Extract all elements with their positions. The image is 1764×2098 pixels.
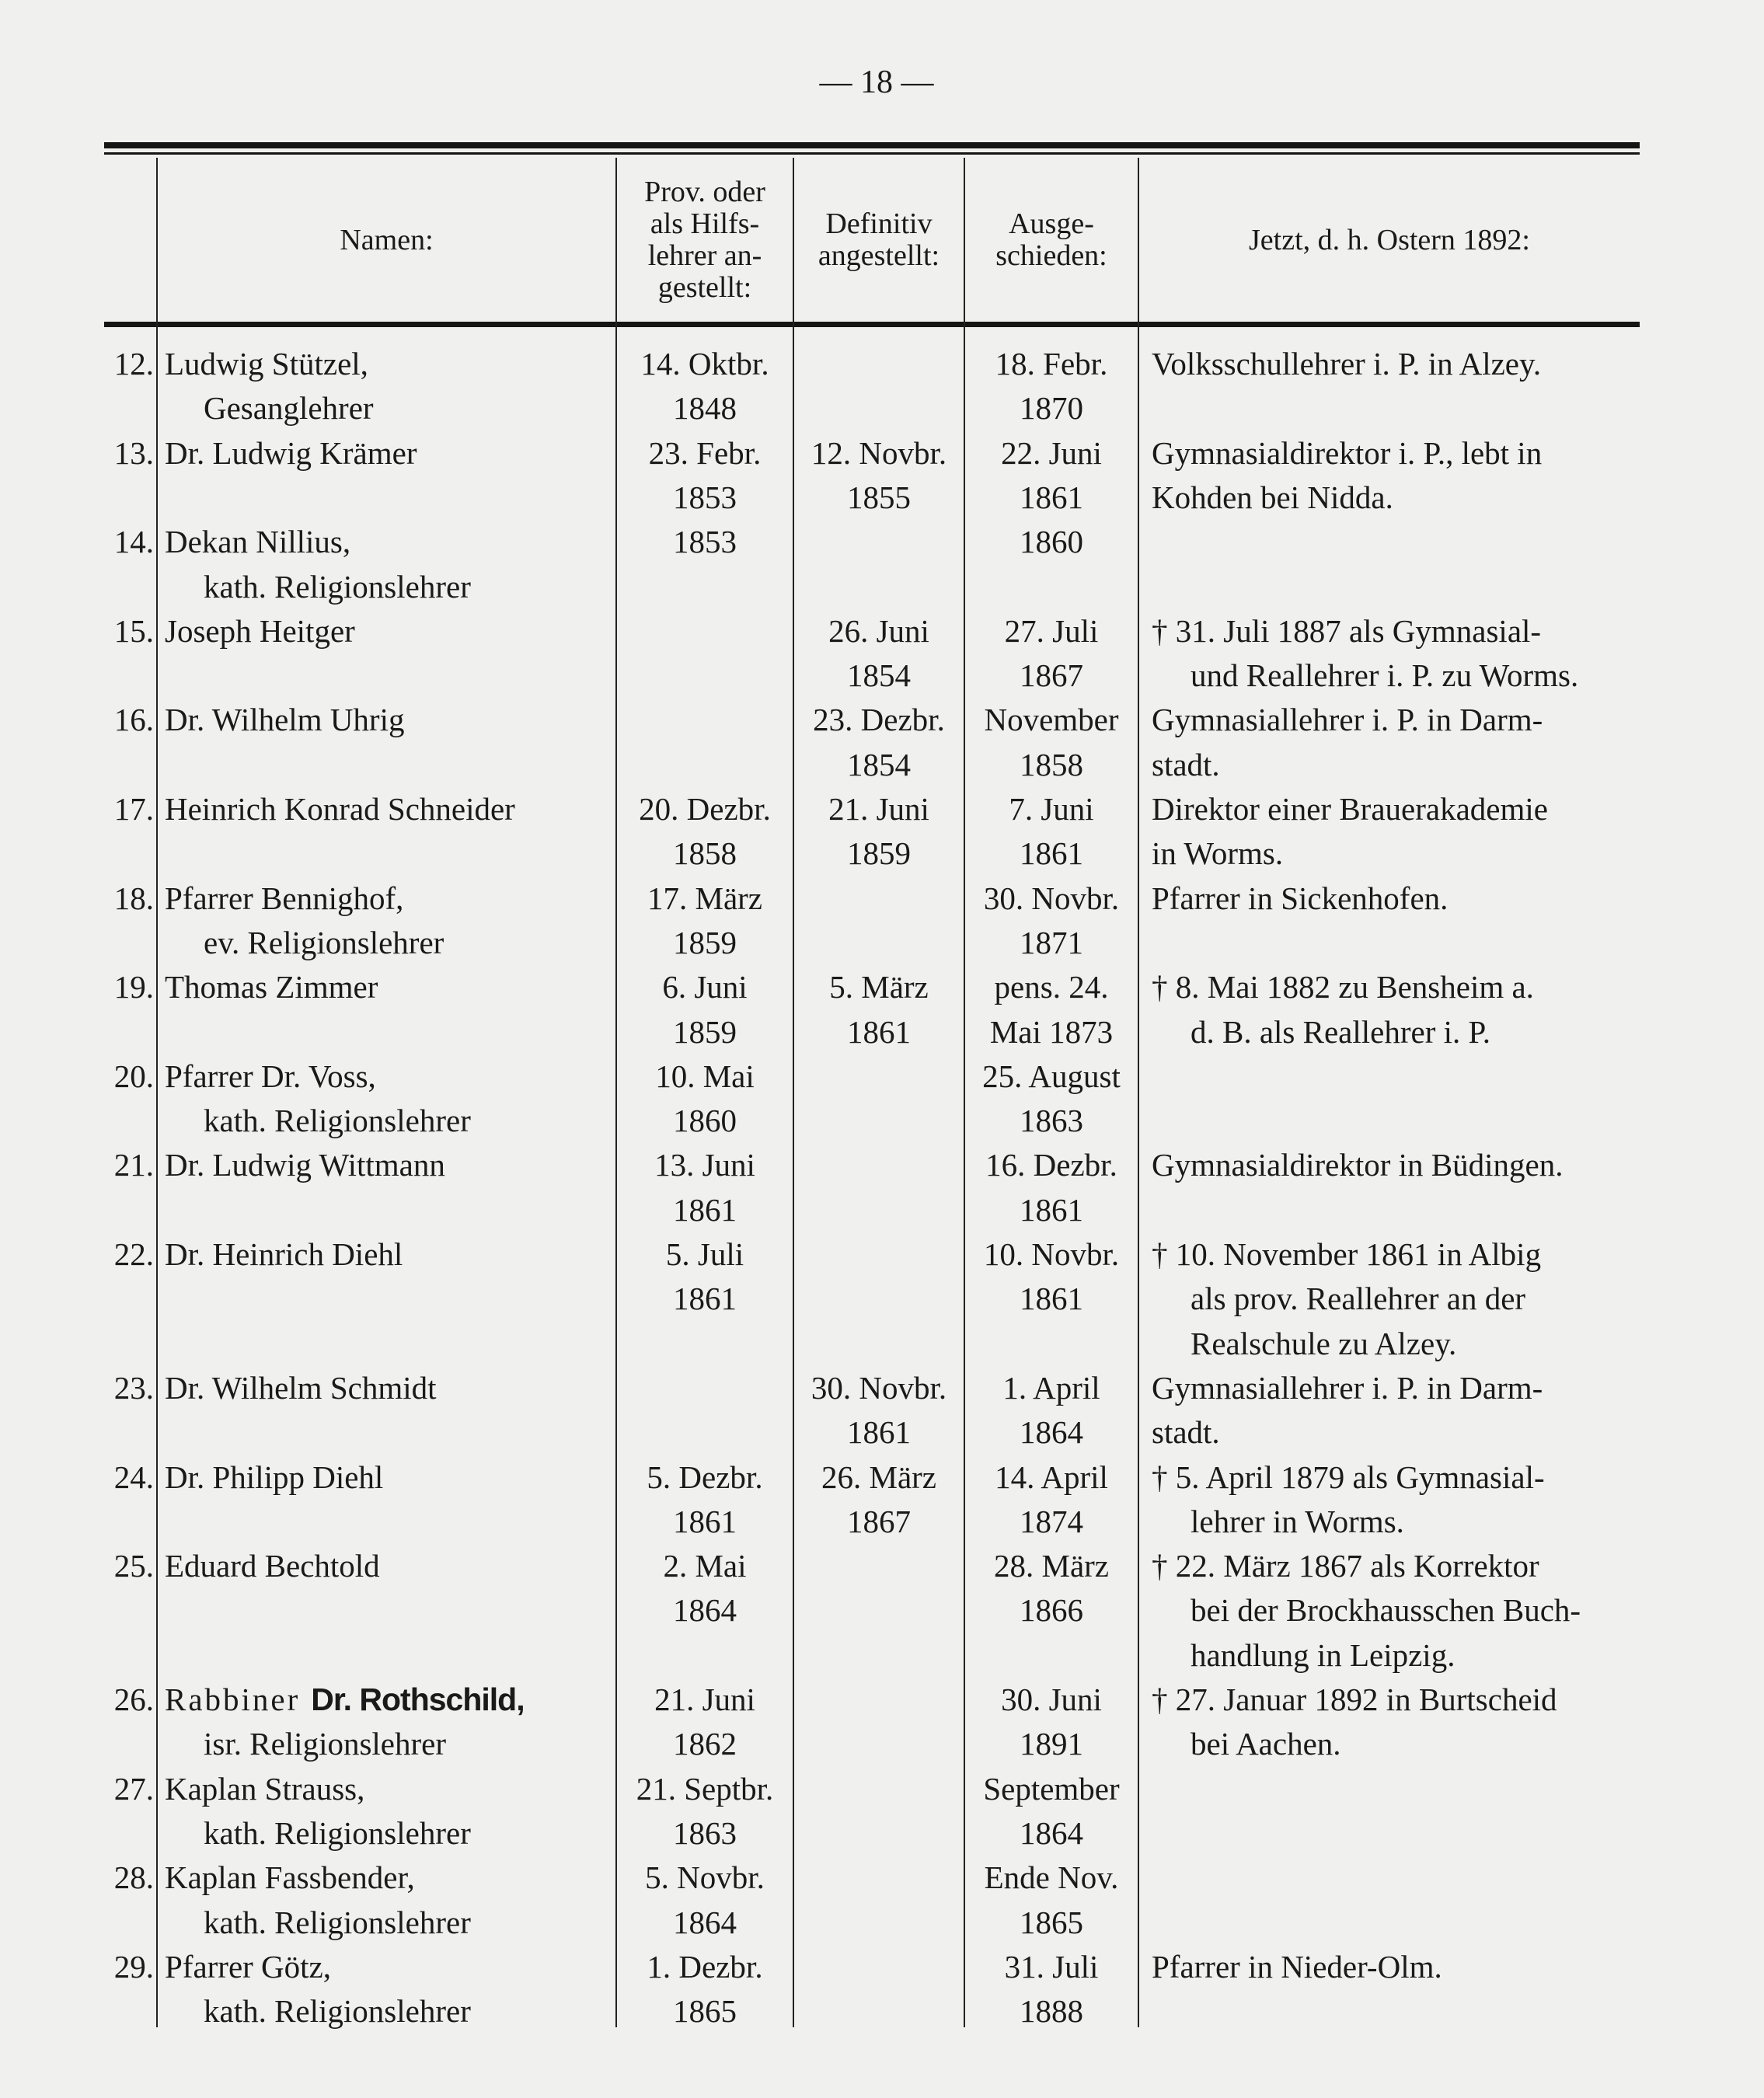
header-ausgeschieden [965,158,1138,322]
entry-aus-date: 1860 [1020,524,1083,560]
entry-current-status: stadt. [1152,1414,1220,1451]
entry-def-date: 23. Dezbr. [813,702,945,738]
entry-name: Eduard Bechtold [165,1548,380,1584]
entry-name: Dr. Ludwig Wittmann [165,1147,445,1183]
entry-current-status: bei der Brockhausschen Buch- [1191,1592,1581,1629]
entry-name: kath. Religionslehrer [204,1814,471,1851]
entry-aus-date: 1871 [1020,924,1083,960]
entry-def-date: 1855 [847,479,911,515]
entry-name: Joseph Heitger [165,612,355,649]
entry-number: 18. [113,880,154,916]
entry-current-status: handlung in Leipzig. [1191,1636,1455,1673]
entry-prov-date: 6. Juni [662,969,748,1005]
entry-aus-date: 1858 [1020,746,1083,782]
entry-current-status: † 27. Januar 1892 in Burtscheid [1152,1682,1557,1717]
entry-current-status: Pfarrer in Nieder-Olm. [1152,1948,1442,1985]
entry-current-status: † 10. November 1861 in Albig [1152,1236,1542,1272]
header-jetzt: Jetzt, d. h. Ostern 1892: [1248,223,1530,256]
entry-current-status: Gymnasialdirektor in Büdingen. [1152,1147,1564,1183]
entry-prov-date: 5. Juli [665,1236,744,1272]
entry-prov-date: 1861 [673,1503,737,1539]
entry-prov-date: 1858 [673,835,737,872]
entry-name: Heinrich Konrad Schneider [165,791,515,827]
entry-aus-date: 1865 [1020,1904,1083,1940]
entry-number: 27. [113,1770,154,1807]
entry-aus-date: 25. August [982,1058,1121,1094]
entry-def-date: 1854 [847,657,911,694]
entry-prov-date: 13. Juni [654,1147,755,1183]
entry-aus-date: 1864 [1020,1414,1083,1451]
entry-name: kath. Religionslehrer [204,568,471,605]
header-definitiv-line: Definitiv [825,207,933,240]
entry-current-status: Pfarrer in Sickenhofen. [1152,880,1449,916]
entry-current-status: stadt. [1152,746,1220,782]
header-prov-line: gestellt: [657,271,752,304]
entry-def-date: 26. März [821,1458,936,1495]
entry-current-status: Volksschullehrer i. P. in Alzey. [1152,346,1542,382]
entry-aus-date: 22. Juni [1001,434,1102,471]
entry-def-date: 1861 [847,1414,911,1451]
entry-current-status: Gymnasiallehrer i. P. in Darm- [1152,1369,1543,1406]
entry-aus-date: 10. Novbr. [983,1236,1120,1272]
entry-name: ev. Religionslehrer [204,924,444,960]
entry-aus-date: 14. April [995,1458,1108,1495]
entry-prov-date: 10. Mai [655,1058,755,1094]
entry-aus-date: pens. 24. [994,969,1109,1005]
column-divider-names [156,158,158,2027]
entry-current-status: Realschule zu Alzey. [1191,1325,1457,1361]
entry-prov-date: 1859 [673,1013,737,1050]
entry-aus-date: 31. Juli [1004,1948,1099,1985]
entry-name: Dekan Nillius, [165,524,351,560]
entry-number: 23. [113,1369,154,1406]
entry-def-date: 1867 [847,1503,911,1539]
entry-aus-date: 1. April [1002,1369,1100,1406]
header-definitiv-line: angestellt: [818,239,940,272]
top-rule-thin [104,152,1640,155]
entry-aus-date: 1866 [1020,1592,1083,1629]
entry-aus-date: 27. Juli [1004,612,1099,649]
entry-prov-date: 1862 [673,1726,737,1762]
entry-def-date: 26. Juni [828,612,929,649]
entry-prov-date: 1853 [673,524,737,560]
entry-name: kath. Religionslehrer [204,1103,471,1139]
entry-aus-date: 1891 [1020,1726,1083,1762]
entry-name: Dr. Ludwig Krämer [165,434,417,471]
entry-def-date: 30. Novbr. [811,1369,947,1406]
entry-prov-date: 2. Mai [663,1548,747,1584]
entry-prov-date: 1853 [673,479,737,515]
header-ausgeschieden-line: Ausge- [1009,207,1094,240]
header-definitiv [794,158,964,322]
entry-def-date: 21. Juni [828,791,929,827]
entry-name: Pfarrer Dr. Voss, [165,1058,376,1094]
entry-name: Gesanglehrer [204,390,374,427]
entry-aus-date: 1861 [1020,1191,1083,1228]
entry-prov-date: 1861 [673,1281,737,1317]
entry-def-date: 1859 [847,835,911,872]
entry-number: 29. [113,1948,154,1985]
entry-prov-date: 21. Juni [654,1682,755,1717]
header-prov-line: lehrer an- [647,239,762,272]
header-namen: Namen: [340,223,434,256]
entry-aus-date: 1861 [1020,835,1083,872]
entry-current-status: Gymnasialdirektor i. P., lebt in [1152,434,1543,471]
page-number: — 18 — [819,64,934,100]
entry-prov-date: 5. Novbr. [645,1859,765,1896]
entry-prov-date: 1859 [673,924,737,960]
entry-number: 12. [113,346,154,382]
entry-aus-date: Ende Nov. [984,1859,1119,1896]
entry-aus-date: 1874 [1020,1503,1083,1539]
top-rule-thick [104,142,1640,148]
entry-prov-date: 1. Dezbr. [647,1948,763,1985]
entry-name: Dr. Wilhelm Schmidt [165,1369,437,1406]
entry-prov-date: 20. Dezbr. [639,791,771,827]
entry-aus-date: September [983,1770,1120,1807]
entry-prov-date: 1861 [673,1191,737,1228]
entry-prov-date: 1860 [673,1103,737,1139]
entry-prov-date: 1864 [673,1904,737,1940]
entry-prov-date: 1865 [673,1993,737,2030]
entry-number: 22. [113,1236,154,1272]
entry-number: 21. [113,1147,154,1183]
entry-number: 13. [113,434,154,471]
entry-name [165,1678,525,1722]
entry-name: Ludwig Stützel, [165,346,368,382]
entry-number: 28. [113,1859,154,1896]
entry-aus-date: 7. Juni [1009,791,1094,827]
entry-prov-date: 14. Oktbr. [640,346,769,382]
entry-name: Dr. Philipp Diehl [165,1458,384,1495]
entry-current-status: d. B. als Reallehrer i. P. [1191,1013,1491,1050]
entry-prov-date: 21. Septbr. [636,1770,774,1807]
entry-def-date: 1861 [847,1013,911,1050]
entry-aus-date: 1863 [1020,1103,1083,1139]
entry-number: 14. [113,524,154,560]
entry-prov-date: 23. Febr. [648,434,762,471]
entry-name: Kaplan Strauss, [165,1770,365,1807]
header-prov-line: als Hilfs- [650,207,760,240]
entry-aus-date: 1867 [1020,657,1083,694]
entry-prov-date: 1864 [673,1592,737,1629]
entry-current-status: † 22. März 1867 als Korrektor [1152,1548,1539,1584]
entry-current-status: lehrer in Worms. [1191,1503,1404,1539]
entry-aus-date: 1861 [1020,479,1083,515]
entry-number: 24. [113,1458,154,1495]
entry-prov-date: 1848 [673,390,737,427]
name-title: Rabbiner [165,1682,301,1717]
column-divider-jetzt [1138,158,1139,2027]
entry-prov-date: 17. März [647,880,762,916]
entry-aus-date: 30. Novbr. [983,880,1120,916]
entry-current-status: Direktor einer Brauerakademie [1152,791,1548,827]
header-prov-line: Prov. oder [644,176,765,208]
entry-current-status: bei Aachen. [1191,1726,1341,1762]
entry-current-status: † 8. Mai 1882 zu Bensheim a. [1152,969,1534,1005]
entry-name: Dr. Heinrich Diehl [165,1236,403,1272]
entry-prov-date: 5. Dezbr. [647,1458,763,1495]
entry-prov-date: 1863 [673,1814,737,1851]
entry-aus-date: 1864 [1020,1814,1083,1851]
entry-aus-date: November [984,702,1119,738]
entry-def-date: 5. März [829,969,929,1005]
header-prov [617,158,793,322]
entry-number: 16. [113,702,154,738]
entry-name: isr. Religionslehrer [204,1726,447,1762]
entry-aus-date: 1870 [1020,390,1083,427]
name-bold: Dr. Rothschild, [311,1682,525,1717]
entry-aus-date: 16. Dezbr. [985,1147,1117,1183]
entry-def-date: 1854 [847,746,911,782]
entry-aus-date: 18. Febr. [995,346,1108,382]
entry-number: 20. [113,1058,154,1094]
entry-name: Thomas Zimmer [165,969,378,1005]
entry-current-status: † 5. April 1879 als Gymnasial- [1152,1458,1545,1495]
entry-name: Pfarrer Bennighof, [165,880,404,916]
entry-number: 26. [113,1682,154,1717]
entry-aus-date: 1861 [1020,1281,1083,1317]
entry-aus-date: 30. Juni [1001,1682,1102,1717]
entry-name: kath. Religionslehrer [204,1904,471,1940]
entry-current-status: als prov. Reallehrer an der [1191,1281,1526,1317]
entry-current-status: Kohden bei Nidda. [1152,479,1393,515]
entry-name: Kaplan Fassbender, [165,1859,415,1896]
entry-current-status: und Reallehrer i. P. zu Worms. [1191,657,1579,694]
entry-number: 17. [113,791,154,827]
entry-current-status: † 31. Juli 1887 als Gymnasial- [1152,612,1542,649]
entry-number: 19. [113,969,154,1005]
entry-current-status: Gymnasiallehrer i. P. in Darm- [1152,702,1543,738]
entry-aus-date: Mai 1873 [989,1013,1114,1050]
entry-name: Pfarrer Götz, [165,1948,332,1985]
entry-number: 25. [113,1548,154,1584]
header-rule [104,322,1640,327]
header-ausgeschieden-line: schieden: [995,239,1107,272]
entry-name: Dr. Wilhelm Uhrig [165,702,405,738]
entry-aus-date: 1888 [1020,1993,1083,2030]
entry-current-status: in Worms. [1152,835,1284,872]
entry-number: 15. [113,612,154,649]
entry-name: kath. Religionslehrer [204,1993,471,2030]
entry-aus-date: 28. März [993,1548,1109,1584]
entry-def-date: 12. Novbr. [811,434,947,471]
